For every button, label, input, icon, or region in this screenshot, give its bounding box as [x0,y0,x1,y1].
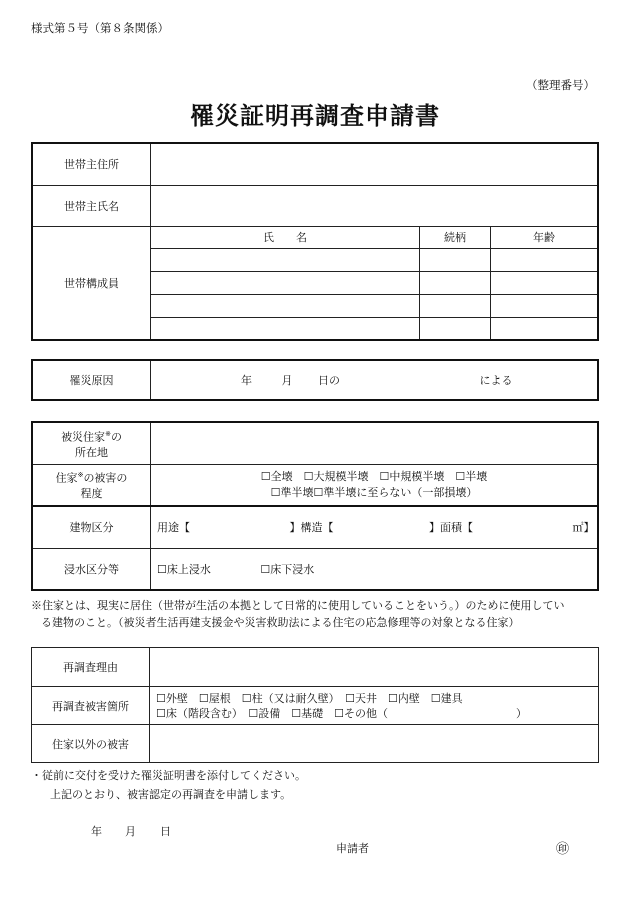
household-address-label: 世帯主住所 [32,143,151,185]
member-name-field[interactable] [151,294,420,317]
flood-below-option[interactable]: ☐床下浸水 [260,562,315,576]
cause-label: 罹災原因 [32,360,151,400]
parts-options-row1[interactable]: ☐外壁 ☐屋根 ☐柱（又は耐久壁） ☐天井 ☐内壁 ☐建具 [156,691,463,705]
household-name-field[interactable] [151,185,599,226]
col-name-header: 氏 名 [151,226,420,248]
parts-options-row2[interactable]: ☐床（階段含む） ☐設備 ☐基礎 ☐その他（ [156,706,388,720]
damage-options-row1[interactable]: ☐全壊 ☐大規模半壊 ☐中規模半壊 ☐半壊 [260,469,488,483]
building-category-field[interactable] [151,506,599,548]
col-relation-header: 続柄 [420,226,491,248]
member-relation-field[interactable] [420,294,491,317]
cause-table [31,359,599,401]
declaration: 上記のとおり、被害認定の再調査を申請します。 [50,788,292,801]
attach-note: ・従前に交付を受けた罹災証明書を添付してください。 [31,769,306,782]
house-table [31,421,599,591]
member-relation-field[interactable] [420,248,491,271]
residence-note-line2: る建物のこと。（被災者生活再建支援金や災害救助法による住宅の応急修理等の対象となる住家） [41,616,520,629]
use-label: 用途【 [157,521,190,535]
col-age-header: 年齢 [491,226,599,248]
date-year: 年 [91,825,102,838]
area-label: 】面積【 [429,521,473,535]
form-number: 様式第５号（第８条関係） [31,21,169,35]
members-label: 世帯構成員 [32,226,151,340]
other-damage-field[interactable] [150,725,599,763]
seal-mark: ㊞ [556,842,570,857]
cause-by: による [479,374,513,387]
cause-field[interactable] [151,360,599,400]
member-age-field[interactable] [491,271,599,294]
reason-label: 再調査理由 [32,648,150,687]
parts-other-close: ） [515,706,527,720]
member-relation-field[interactable] [420,271,491,294]
household-address-field[interactable] [151,143,599,185]
date-day: 日 [160,825,171,838]
page-title: 罹災証明再調査申請書 [190,101,440,130]
member-name-field[interactable] [151,317,420,340]
damage-options-row2[interactable]: ☐準半壊☐準半壊に至らない（一部損壊） [270,485,478,499]
flood-category-field[interactable] [151,548,599,590]
household-name-label: 世帯主氏名 [32,185,151,226]
household-table [31,142,599,341]
reason-field[interactable] [150,648,599,687]
member-age-field[interactable] [491,294,599,317]
area-unit: ㎡】 [572,521,595,535]
damage-level-options[interactable] [151,464,599,506]
member-relation-field[interactable] [420,317,491,340]
residence-note-line1: ※住家とは、現実に居住（世帯が生活の本拠として日常的に使用していることをいう。）のために使用してい [31,599,565,612]
house-location-field[interactable] [151,422,599,464]
damage-level-label: 住家※の被害の 程度 [32,464,151,506]
member-age-field[interactable] [491,248,599,271]
flood-above-option[interactable]: ☐床上浸水 [157,562,211,576]
serial-number-label: （整理番号） [526,78,595,92]
reinvestigation-table [31,647,599,763]
applicant-label: 申請者 [336,842,369,855]
member-name-field[interactable] [151,271,420,294]
member-age-field[interactable] [491,317,599,340]
cause-year: 年 [241,374,252,387]
other-damage-label: 住家以外の被害 [32,725,150,763]
cause-month: 月 [281,374,293,387]
damaged-parts-options[interactable] [150,687,599,725]
date-month: 月 [125,825,136,838]
cause-day: 日の [318,374,340,387]
structure-label: 】構造【 [289,521,334,535]
member-name-field[interactable] [151,248,420,271]
flood-category-label: 浸水区分等 [32,548,151,590]
house-location-label: 被災住家※の 所在地 [32,422,151,464]
building-category-label: 建物区分 [32,506,151,548]
damaged-parts-label: 再調査被害箇所 [32,687,150,725]
